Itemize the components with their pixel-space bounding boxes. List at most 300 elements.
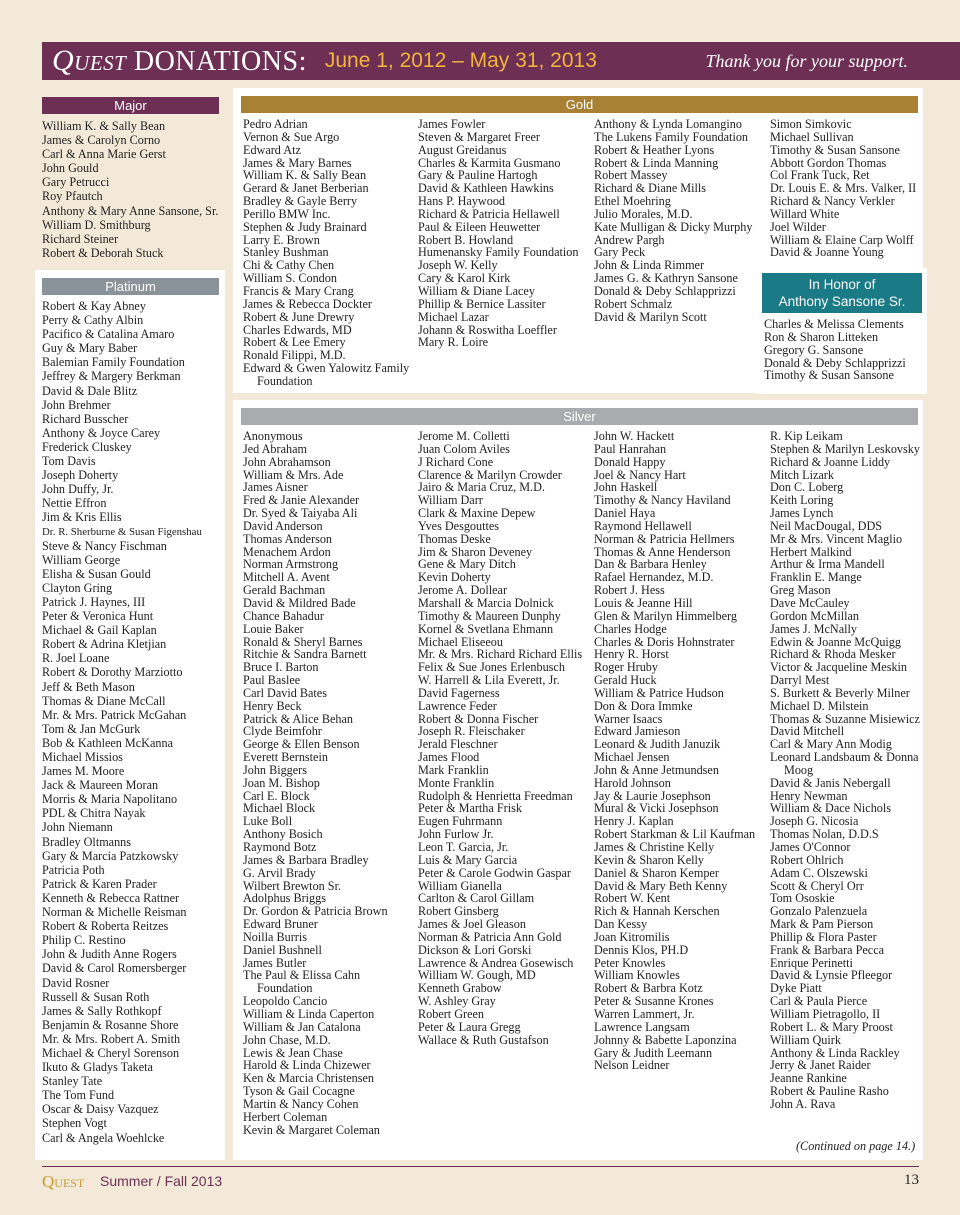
donor-name: James & Joel Gleason: [418, 917, 526, 932]
silver-header: Silver: [241, 408, 918, 425]
donor-name: Julio Morales, M.D.: [594, 206, 693, 221]
donor-name: Russell & Susan Roth: [42, 989, 150, 1004]
donor-name: Eugen Fuhrmann: [418, 814, 503, 829]
thank-you-text: Thank you for your support.: [705, 50, 908, 71]
donor-name: Patrick J. Haynes, III: [42, 594, 146, 609]
donor-name: Jim & Kris Ellis: [42, 510, 122, 525]
donor-name: Luis & Mary Garcia: [418, 852, 518, 867]
donor-name: William K. & Sally Bean: [42, 119, 166, 133]
donor-name: Robert & Adrina Kletjian: [42, 637, 167, 652]
donor-name: Anthony & Lynda Lomangino: [594, 117, 742, 131]
donor-name: Enrique Perinetti: [770, 955, 853, 970]
donor-name: Steven & Margaret Freer: [418, 129, 540, 144]
donor-name: John Furlow Jr.: [418, 827, 494, 842]
donor-name: Timothy & Susan Sansone: [764, 368, 894, 383]
donor-name: Phillip & Flora Paster: [770, 929, 877, 944]
donor-name: Robert & Barbra Kotz: [594, 981, 703, 996]
donor-name: Adolphus Briggs: [243, 891, 326, 906]
donor-name: David & Kathleen Hawkins: [418, 181, 554, 196]
donor-name: Perillo BMW Inc.: [243, 206, 331, 221]
donor-name: Raymond Botz: [243, 840, 317, 854]
donor-name: Harold & Linda Chizewer: [243, 1058, 371, 1073]
donor-name: Dr. Syed & Taiyaba Ali: [243, 506, 358, 521]
donations-word: DONATIONS:: [133, 46, 307, 77]
donor-name: Dr. Gordon & Patricia Brown: [243, 904, 388, 919]
donor-name: Mary R. Loire: [418, 335, 489, 350]
donor-name: John A. Rava: [770, 1096, 836, 1111]
donor-name: William Knowles: [594, 968, 680, 983]
donor-name: Bradley Oltmanns: [42, 834, 132, 849]
donor-name: Hans P. Haywood: [418, 194, 506, 209]
donor-name: Frederick Cluskey: [42, 439, 132, 454]
donor-name: Neil MacDougal, DDS: [770, 518, 883, 533]
donor-name: Dr. R. Sherburne & Susan Figenshau: [42, 525, 202, 538]
donor-name: Edward & Gwen Yalowitz Family Foundation: [243, 361, 410, 388]
silver-section: [233, 400, 923, 1160]
donor-name: William D. Smithburg: [42, 217, 151, 232]
donor-name: Warren Lammert, Jr.: [594, 1006, 695, 1021]
donor-name: Tyson & Gail Cocagne: [243, 1084, 355, 1099]
donor-name: Frank & Barbara Pecca: [770, 942, 885, 957]
donor-name: Wallace & Ruth Gustafson: [418, 1032, 549, 1047]
donor-name: Patrick & Alice Behan: [243, 711, 353, 726]
donor-name: Jack & Maureen Moran: [42, 778, 159, 793]
donor-name: Balemian Family Foundation: [42, 355, 185, 370]
donor-name: Jeanne Rankine: [770, 1071, 847, 1086]
major-header: Major: [42, 97, 219, 114]
donor-name: Mr & Mrs. Vincent Maglio: [770, 531, 903, 546]
donor-name: Ritchie & Sandra Barnett: [243, 647, 367, 662]
donor-name: Norman Armstrong: [243, 557, 339, 572]
donor-name: Rudolph & Henrietta Freedman: [418, 788, 573, 803]
donor-name: Jay & Laurie Josephson: [594, 788, 711, 803]
donor-name: Charles Edwards, MD: [243, 322, 352, 337]
donor-name: David & Joanne Young: [770, 245, 884, 260]
donor-name: Kenneth Grabow: [418, 981, 502, 996]
donor-name: Robert Massey: [594, 168, 668, 183]
donor-name: Juan Colom Aviles: [418, 441, 510, 456]
donor-name: Guy & Mary Baber: [42, 341, 138, 356]
donor-name: Robert & June Drewry: [243, 309, 355, 324]
donor-name: Robert & Pauline Rasho: [770, 1084, 889, 1099]
donor-name: William Quirk: [770, 1032, 841, 1047]
donor-name: Peter & Martha Frisk: [418, 801, 522, 816]
donor-name: Arthur & Irma Mandell: [770, 557, 885, 572]
donor-name: Peter Knowles: [594, 955, 666, 970]
donor-name: Menachem Ardon: [243, 544, 331, 559]
donor-name: John Gould: [42, 161, 99, 176]
donor-name: Anthony Bosich: [243, 827, 323, 842]
donor-name: Victor & Jacqueline Meskin: [770, 660, 908, 675]
continued-note: (Continued on page 14.): [796, 1139, 916, 1153]
donor-name: Carl E. Block: [243, 788, 310, 803]
donor-name: Robert B. Howland: [418, 232, 514, 247]
donor-name: Stephen & Judy Brainard: [243, 219, 367, 234]
donor-name: Bruce I. Barton: [243, 660, 319, 675]
donor-name: Michael D. Milstein: [770, 698, 869, 713]
platinum-list: [42, 295, 225, 1145]
donor-name: Warner Isaacs: [594, 711, 663, 726]
donor-name: Charles & Melissa Clements: [764, 317, 904, 331]
donor-name: Keith Loring: [770, 493, 834, 508]
donor-name: Joseph R. Fleischaker: [418, 724, 525, 739]
donor-name: Joseph W. Kelly: [418, 258, 498, 273]
donor-name: S. Burkett & Beverly Milner: [770, 685, 910, 700]
donor-name: Lawrence Langsam: [594, 1019, 690, 1034]
donor-name: Willard White: [770, 206, 840, 221]
donor-name: William & Jan Catalona: [243, 1019, 361, 1034]
donor-name: Michael & Gail Kaplan: [42, 623, 157, 638]
donor-name: Steve & Nancy Fischman: [42, 538, 167, 553]
donor-name: Charles & Doris Hohnstrater: [594, 634, 735, 649]
donor-name: David Rosner: [42, 975, 110, 990]
donor-name: Richard & Patricia Hellawell: [418, 206, 560, 221]
donor-name: Robert Green: [418, 1006, 484, 1021]
donor-name: Don C. Loberg: [770, 480, 844, 495]
donor-name: The Lukens Family Foundation: [594, 129, 749, 144]
donor-name: John Duffy, Jr.: [42, 482, 114, 497]
quest-brand: Quest: [52, 44, 127, 77]
donor-name: Dennis Klos, PH.D: [594, 942, 689, 957]
donor-name: Col Frank Tuck, Ret: [770, 168, 870, 183]
donor-name: David & Janis Nebergall: [770, 775, 891, 790]
donor-name: Herbert Malkind: [770, 544, 852, 559]
donor-name: Gary & Judith Leemann: [594, 1045, 713, 1060]
donor-name: David & Mary Beth Kenny: [594, 878, 728, 893]
donor-name: Stephen Vogt: [42, 1116, 107, 1131]
donor-name: Andrew Pargh: [594, 232, 665, 247]
footer-issue: Summer / Fall 2013: [100, 1173, 223, 1189]
gold-column-4: [770, 118, 920, 259]
donor-name: James & Mary Barnes: [243, 155, 352, 170]
donor-name: R. Joel Loane: [42, 651, 110, 666]
donor-name: James & Christine Kelly: [594, 840, 715, 854]
donor-name: Martin & Nancy Cohen: [243, 1096, 359, 1111]
donor-name: Humenansky Family Foundation: [418, 245, 579, 260]
donor-name: Joel & Nancy Hart: [594, 467, 686, 482]
donor-name: Jerome M. Colletti: [418, 429, 510, 443]
donor-name: Lewis & Jean Chase: [243, 1045, 343, 1060]
donor-name: David Fagerness: [418, 685, 500, 700]
donor-name: Rich & Hannah Kerschen: [594, 904, 720, 919]
major-section: [42, 97, 219, 260]
donor-name: Dyke Piatt: [770, 981, 822, 996]
donor-name: William Gianella: [418, 878, 502, 893]
donor-name: Ron & Sharon Litteken: [764, 329, 879, 344]
donor-name: Gonzalo Palenzuela: [770, 904, 868, 919]
page-footer: [42, 1166, 919, 1191]
donor-name: Michael Jensen: [594, 750, 670, 765]
donor-name: John W. Hackett: [594, 429, 675, 443]
donor-name: Mitchell A. Avent: [243, 570, 330, 585]
donor-name: Mark Franklin: [418, 762, 489, 777]
donor-name: William S. Condon: [243, 271, 337, 286]
donor-name: Robert Starkman & Lil Kaufman: [594, 827, 756, 842]
donor-name: Perry & Cathy Albin: [42, 313, 144, 328]
donor-name: Benjamin & Rosanne Shore: [42, 1017, 179, 1032]
donor-name: Michael Eliseeou: [418, 634, 503, 649]
donor-name: Ronald & Sheryl Barnes: [243, 634, 363, 649]
donor-name: Roy Pfautch: [42, 189, 103, 204]
donor-name: David & Carol Romersberger: [42, 961, 187, 976]
donor-name: Scott & Cheryl Orr: [770, 878, 864, 893]
donor-name: Jerald Fleschner: [418, 737, 498, 752]
donor-name: Thomas Deske: [418, 531, 491, 546]
donor-name: Anonymous: [243, 429, 303, 443]
donor-name: James Butler: [243, 955, 307, 970]
donor-name: Cary & Karol Kirk: [418, 271, 511, 286]
donor-name: Clark & Maxine Depew: [418, 506, 536, 521]
in-honor-section: [757, 268, 927, 394]
donor-name: John & Linda Rimmer: [594, 258, 705, 273]
donor-name: Thomas & Suzanne Misiewicz: [770, 711, 920, 726]
donor-name: Peter & Susanne Krones: [594, 994, 714, 1009]
donor-name: Anthony & Linda Rackley: [770, 1045, 900, 1060]
in-honor-header: [762, 273, 922, 313]
donor-name: James Aisner: [243, 480, 308, 495]
donor-name: Leon T. Garcia, Jr.: [418, 840, 509, 854]
donor-name: Adam C. Olszewski: [770, 865, 868, 880]
donor-name: Robert & Kay Abney: [42, 299, 146, 313]
donor-name: Carl & Anna Marie Gerst: [42, 147, 166, 162]
donor-name: Michael Block: [243, 801, 316, 816]
donor-name: J Richard Cone: [418, 454, 494, 469]
donor-name: William & Elaine Carp Wolff: [770, 232, 914, 247]
donor-name: August Greidanus: [418, 142, 507, 157]
donor-name: Kevin & Sharon Kelly: [594, 852, 705, 867]
platinum-section: [35, 270, 225, 1160]
donor-name: Gary Petrucci: [42, 175, 110, 190]
donor-name: William & Patrice Hudson: [594, 685, 724, 700]
donor-name: W. Harrell & Lila Everett, Jr.: [418, 673, 560, 688]
donor-name: Gregory G. Sansone: [764, 342, 864, 357]
donor-name: Joseph Doherty: [42, 468, 119, 483]
donor-name: Robert & Donna Fischer: [418, 711, 539, 726]
donor-name: David & Mildred Bade: [243, 595, 356, 610]
donor-name: Louis & Jeanne Hill: [594, 595, 693, 610]
donor-name: Charles & Karmita Gusmano: [418, 155, 561, 170]
donor-name: Greg Mason: [770, 583, 831, 598]
donor-name: Peter & Carole Godwin Gaspar: [418, 865, 571, 880]
donor-name: Nelson Leidner: [594, 1058, 670, 1073]
donor-name: Bob & Kathleen McKanna: [42, 735, 173, 750]
in-honor-title-line1: In Honor of: [808, 277, 876, 292]
donor-name: William Darr: [418, 493, 483, 508]
donor-name: Chance Bahadur: [243, 608, 324, 623]
donor-name: Robert & Dorothy Marziotto: [42, 665, 183, 680]
gold-header: Gold: [241, 96, 918, 113]
donor-name: Edward Atz: [243, 142, 301, 157]
donor-name: John Chase, M.D.: [243, 1032, 331, 1047]
donor-name: Kevin & Margaret Coleman: [243, 1122, 380, 1137]
donor-name: Jerome A. Dollear: [418, 583, 508, 598]
platinum-header: Platinum: [42, 278, 219, 295]
donor-name: James Fowler: [418, 117, 486, 131]
donor-name: Chi & Cathy Chen: [243, 258, 335, 273]
donor-name: Timothy & Nancy Haviland: [594, 493, 731, 508]
donor-name: Stanley Tate: [42, 1074, 103, 1089]
donor-name: Tom Ososkie: [770, 891, 835, 906]
donor-name: David Mitchell: [770, 724, 845, 739]
donor-name: Thomas & Anne Henderson: [594, 544, 731, 559]
donor-name: Daniel & Sharon Kemper: [594, 865, 719, 880]
donor-name: George & Ellen Benson: [243, 737, 360, 752]
donor-name: James & Sally Rothkopf: [42, 1003, 162, 1018]
donor-name: Carlton & Carol Gillam: [418, 891, 535, 906]
donor-name: Paul & Eileen Heuwetter: [418, 219, 541, 234]
in-honor-title-line2: Anthony Sansone Sr.: [778, 294, 906, 309]
donor-name: Everett Bernstein: [243, 750, 328, 765]
donor-name: Roger Hruby: [594, 660, 658, 675]
donor-name: Monte Franklin: [418, 775, 495, 790]
donor-name: Paul Hanrahan: [594, 441, 667, 456]
donor-name: Patricia Poth: [42, 862, 105, 877]
donor-name: Jim & Sharon Deveney: [418, 544, 533, 559]
donor-name: Robert & Deborah Stuck: [42, 245, 164, 260]
donor-name: Peter & Veronica Hunt: [42, 609, 154, 624]
donor-name: Dr. Louis E. & Mrs. Valker, II: [770, 181, 917, 196]
donor-name: Gerald Bachman: [243, 583, 326, 598]
donor-name: Phillip & Bernice Lassiter: [418, 296, 546, 311]
donor-name: Carl & Angela Woehlcke: [42, 1130, 165, 1145]
donor-name: Carl & Mary Ann Modig: [770, 737, 892, 752]
donor-name: Michael & Cheryl Sorenson: [42, 1045, 180, 1060]
donor-name: David Anderson: [243, 518, 323, 533]
donor-name: Thomas Nolan, D.D.S: [770, 827, 879, 842]
donor-name: Oscar & Daisy Vazquez: [42, 1102, 159, 1117]
gold-column-2: [418, 118, 586, 349]
donor-name: Pedro Adrian: [243, 117, 308, 131]
donor-name: Michael Missios: [42, 750, 123, 764]
donor-name: Daniel Bushnell: [243, 942, 322, 957]
donor-name: Gerard & Janet Berberian: [243, 181, 369, 196]
donor-name: Marshall & Marcia Dolnick: [418, 595, 554, 610]
donor-name: Kenneth & Rebecca Rattner: [42, 890, 180, 905]
donor-name: Dan & Barbara Henley: [594, 557, 707, 572]
donor-name: Robert & Heather Lyons: [594, 142, 715, 157]
donor-name: Glen & Marilyn Himmelberg: [594, 608, 737, 623]
donor-name: Carl David Bates: [243, 685, 327, 700]
donor-name: Stephen & Marilyn Leskovsky: [770, 441, 920, 456]
donor-name: Louie Baker: [243, 621, 304, 636]
donor-name: Morris & Maria Napolitano: [42, 792, 178, 807]
donor-name: Jairo & Maria Cruz, M.D.: [418, 480, 545, 495]
donor-name: Simon Simkovic: [770, 117, 852, 131]
donor-name: Robert Ohlrich: [770, 852, 844, 867]
donor-name: Rafael Hernandez, M.D.: [594, 570, 714, 585]
donor-name: The Paul & Elissa Cahn Foundation: [243, 968, 361, 996]
donor-name: Mr. & Mrs. Patrick McGahan: [42, 707, 187, 722]
gold-column-1: [243, 118, 411, 388]
donor-name: William & Mrs. Ade: [243, 467, 344, 482]
donor-name: Leonard & Judith Januzik: [594, 737, 721, 752]
donor-name: William George: [42, 552, 121, 567]
donor-name: Norman & Patricia Ann Gold: [418, 929, 562, 944]
donor-name: Richard & Nancy Verkler: [770, 194, 895, 209]
donor-name: James & Barbara Bradley: [243, 852, 369, 867]
donor-name: Anthony & Joyce Carey: [42, 425, 161, 440]
donor-name: Charles Hodge: [594, 621, 667, 636]
silver-column-1: [243, 430, 413, 1136]
donor-name: Gary & Marcia Patzkowsky: [42, 848, 179, 863]
donor-name: Robert L. & Mary Proost: [770, 1019, 893, 1034]
donor-name: Jed Abraham: [243, 441, 307, 456]
donor-name: Johnny & Babette Laponzina: [594, 1032, 737, 1047]
donor-name: Robert Schmalz: [594, 296, 673, 311]
donor-name: Richard & Joanne Liddy: [770, 454, 891, 469]
donor-name: Jeffrey & Margery Berkman: [42, 369, 181, 384]
donor-name: Pacifico & Catalina Amaro: [42, 327, 175, 342]
donor-name: Ikuto & Gladys Taketa: [42, 1060, 153, 1075]
donor-name: Clarence & Marilyn Crowder: [418, 467, 562, 482]
donor-name: Jeff & Beth Mason: [42, 679, 135, 694]
donor-name: William W. Gough, MD: [418, 968, 536, 983]
donor-name: Mitch Lizark: [770, 467, 834, 482]
donor-name: Herbert Coleman: [243, 1109, 328, 1124]
donor-name: Thomas & Diane McCall: [42, 693, 166, 708]
donor-name: Joan Kitromilis: [594, 929, 670, 944]
donor-name: Don & Dora Immke: [594, 698, 693, 713]
donor-name: Mural & Vicki Josephson: [594, 801, 719, 816]
donor-name: Richard & Rhoda Mesker: [770, 647, 896, 662]
donor-name: Donald & Deby Schlapprizzi: [764, 355, 906, 370]
donor-name: Timothy & Maureen Dunphy: [418, 608, 561, 623]
date-range: June 1, 2012 – May 31, 2013: [324, 49, 597, 72]
donor-name: Paul Baslee: [243, 673, 301, 688]
footer-quest-brand: Quest: [42, 1172, 85, 1191]
donor-name: Henry J. Kaplan: [594, 814, 674, 829]
donor-name: Joan M. Bishop: [243, 775, 320, 790]
donor-name: William Pietragollo, II: [770, 1006, 881, 1021]
donor-name: James & Carolyn Corno: [42, 133, 161, 148]
donor-name: Bradley & Gayle Berry: [243, 194, 358, 209]
donor-name: Philip C. Restino: [42, 933, 126, 948]
donor-name: Felix & Sue Jones Erlenbusch: [418, 660, 565, 675]
donor-name: Edward Bruner: [243, 917, 318, 932]
donor-name: Ethel Moehring: [594, 194, 671, 209]
donor-name: Ken & Marcia Christensen: [243, 1071, 374, 1086]
donor-name: Robert J. Hess: [594, 583, 665, 598]
donor-name: Johann & Roswitha Loeffler: [418, 322, 557, 337]
donor-name: Lawrence Feder: [418, 698, 497, 713]
donor-name: James G. & Kathryn Sansone: [594, 271, 738, 286]
donor-name: William K. & Sally Bean: [243, 168, 367, 183]
donor-name: Norman & Michelle Reisman: [42, 905, 187, 920]
donor-name: Joseph G. Nicosia: [770, 814, 859, 829]
donor-name: W. Ashley Gray: [418, 994, 496, 1009]
donor-name: Dave McCauley: [770, 595, 850, 610]
donor-name: Robert & Linda Manning: [594, 155, 719, 170]
header-banner: [42, 42, 960, 80]
donor-name: James O'Connor: [770, 840, 851, 854]
donor-name: Thomas Anderson: [243, 531, 333, 546]
donor-name: Timothy & Susan Sansone: [770, 142, 900, 157]
donor-name: Elisha & Susan Gould: [42, 566, 151, 581]
donor-name: Gary & Pauline Hartogh: [418, 168, 538, 183]
donor-name: John Abrahamson: [243, 454, 331, 469]
donor-name: Edward Jamieson: [594, 724, 681, 739]
donor-name: Leopoldo Cancio: [243, 994, 328, 1009]
donor-name: Mark & Pam Pierson: [770, 917, 874, 932]
donor-name: Gary Peck: [594, 245, 646, 260]
donor-name: Peter & Laura Gregg: [418, 1019, 521, 1034]
donor-name: Michael Lazar: [418, 309, 489, 324]
donor-name: William & Dace Nichols: [770, 801, 892, 816]
donor-name: Daniel Haya: [594, 506, 656, 521]
donor-name: Larry E. Brown: [243, 232, 320, 247]
silver-column-2: [418, 430, 588, 1047]
donor-name: Lawrence & Andrea Gosewisch: [418, 955, 574, 970]
